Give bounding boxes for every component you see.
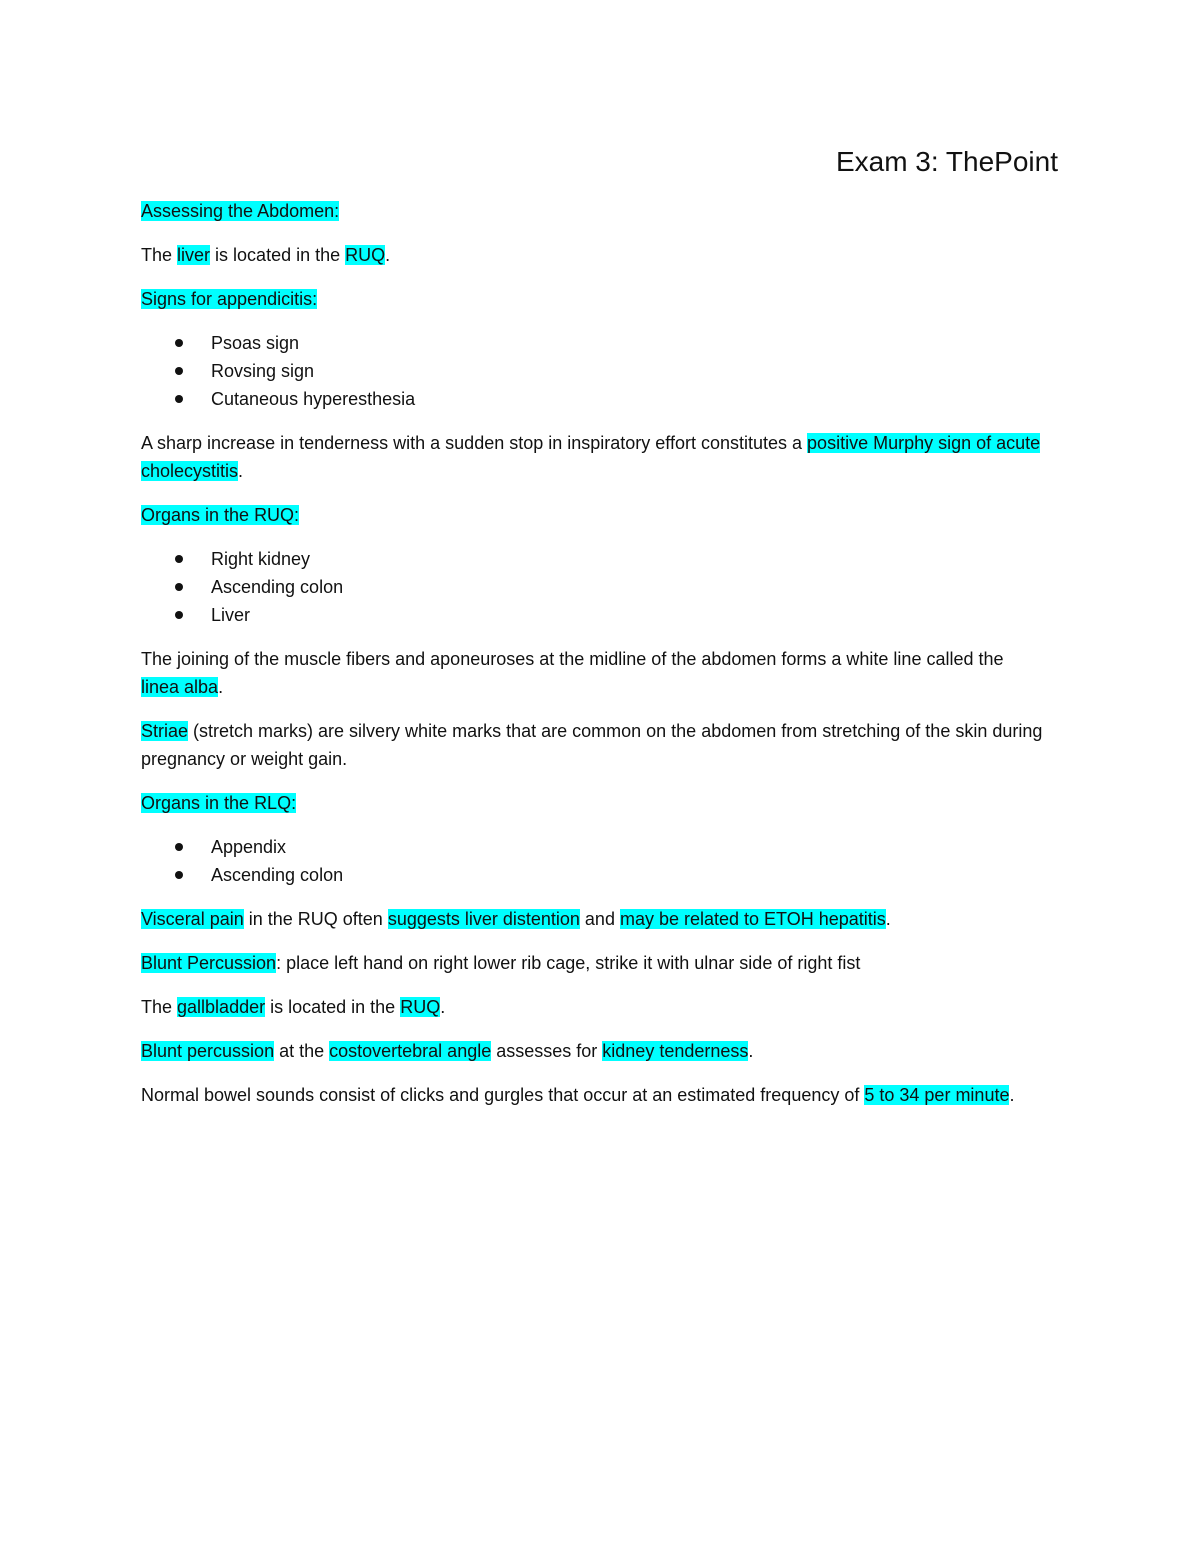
body-text: and — [579, 909, 620, 929]
rlq-organs-heading — [141, 789, 1046, 817]
appendicitis-heading — [141, 285, 1046, 313]
list-item: Cutaneous hyperesthesia — [141, 385, 1046, 413]
body-text: The — [141, 245, 178, 265]
body-text: . — [748, 1041, 754, 1061]
highlighted-text: Organs in the RLQ: — [141, 793, 297, 813]
body-text: A sharp increase in tenderness with a sudden stop in inspiratory effort constitutes a — [141, 433, 808, 453]
highlighted-text: Organs in the RUQ: — [141, 505, 300, 525]
highlighted-text: positive Murphy sign of acute cholecystitis — [141, 433, 1041, 481]
striae-paragraph — [141, 717, 1046, 773]
highlighted-text: gallbladder — [177, 997, 266, 1017]
highlighted-text: Assessing the Abdomen: — [141, 201, 340, 221]
rlq-organs-list — [141, 833, 1046, 889]
highlighted-text: 5 to 34 per minute — [864, 1085, 1010, 1105]
highlighted-text: kidney tenderness — [602, 1041, 749, 1061]
murphy-sign-paragraph — [141, 429, 1046, 485]
body-text: . — [440, 997, 446, 1017]
ruq-organs-heading — [141, 501, 1046, 529]
body-text: The — [141, 997, 178, 1017]
highlighted-text: RUQ — [345, 245, 386, 265]
list-item: Psoas sign — [141, 329, 1046, 357]
body-text: Normal bowel sounds consist of clicks and gurgles that occur at an estimated frequency of — [141, 1085, 865, 1105]
list-item: Liver — [141, 601, 1046, 629]
body-text: . — [238, 461, 244, 481]
bowel-sounds-paragraph — [141, 1081, 1046, 1109]
body-text: . — [385, 245, 391, 265]
highlighted-text: suggests liver distention — [387, 909, 580, 929]
highlighted-text: Visceral pain — [141, 909, 244, 929]
visceral-pain-paragraph — [141, 905, 1046, 933]
blunt-percussion-paragraph — [141, 949, 1046, 977]
highlighted-text: linea alba — [141, 677, 219, 697]
document-body — [141, 197, 1046, 1125]
body-text: is located in the — [210, 245, 346, 265]
highlighted-text: costovertebral angle — [329, 1041, 492, 1061]
ruq-organs-list — [141, 545, 1046, 629]
body-text: is located in the — [265, 997, 401, 1017]
highlighted-text: liver — [177, 245, 211, 265]
list-item: Rovsing sign — [141, 357, 1046, 385]
cva-paragraph — [141, 1037, 1046, 1065]
document-title: Exam 3: ThePoint — [835, 146, 1058, 177]
body-text: . — [218, 677, 224, 697]
highlighted-text: Signs for appendicitis: — [141, 289, 318, 309]
body-text: (stretch marks) are silvery white marks that are common on the abdomen from stretching of the skin during pregnancy or weight gain. — [141, 721, 1043, 769]
list-item: Right kidney — [141, 545, 1046, 573]
section-heading-abdomen — [141, 197, 1046, 225]
body-text: . — [1009, 1085, 1015, 1105]
list-item: Ascending colon — [141, 861, 1046, 889]
highlighted-text: Blunt percussion — [141, 1041, 275, 1061]
body-text: . — [885, 909, 891, 929]
highlighted-text: Striae — [141, 721, 189, 741]
appendicitis-list — [141, 329, 1046, 413]
body-text: in the RUQ often — [243, 909, 388, 929]
body-text: : place left hand on right lower rib cage, strike it with ulnar side of right fist — [276, 953, 861, 973]
body-text: assesses for — [491, 1041, 603, 1061]
gallbladder-location-paragraph — [141, 993, 1046, 1021]
linea-alba-paragraph — [141, 645, 1046, 701]
list-item: Appendix — [141, 833, 1046, 861]
list-item: Ascending colon — [141, 573, 1046, 601]
highlighted-text: may be related to ETOH hepatitis — [619, 909, 886, 929]
highlighted-text: Blunt Percussion — [141, 953, 277, 973]
highlighted-text: RUQ — [400, 997, 441, 1017]
body-text: The joining of the muscle fibers and aponeuroses at the midline of the abdomen forms a white line called the — [141, 649, 1004, 669]
liver-location-paragraph — [141, 241, 1046, 269]
body-text: at the — [274, 1041, 330, 1061]
